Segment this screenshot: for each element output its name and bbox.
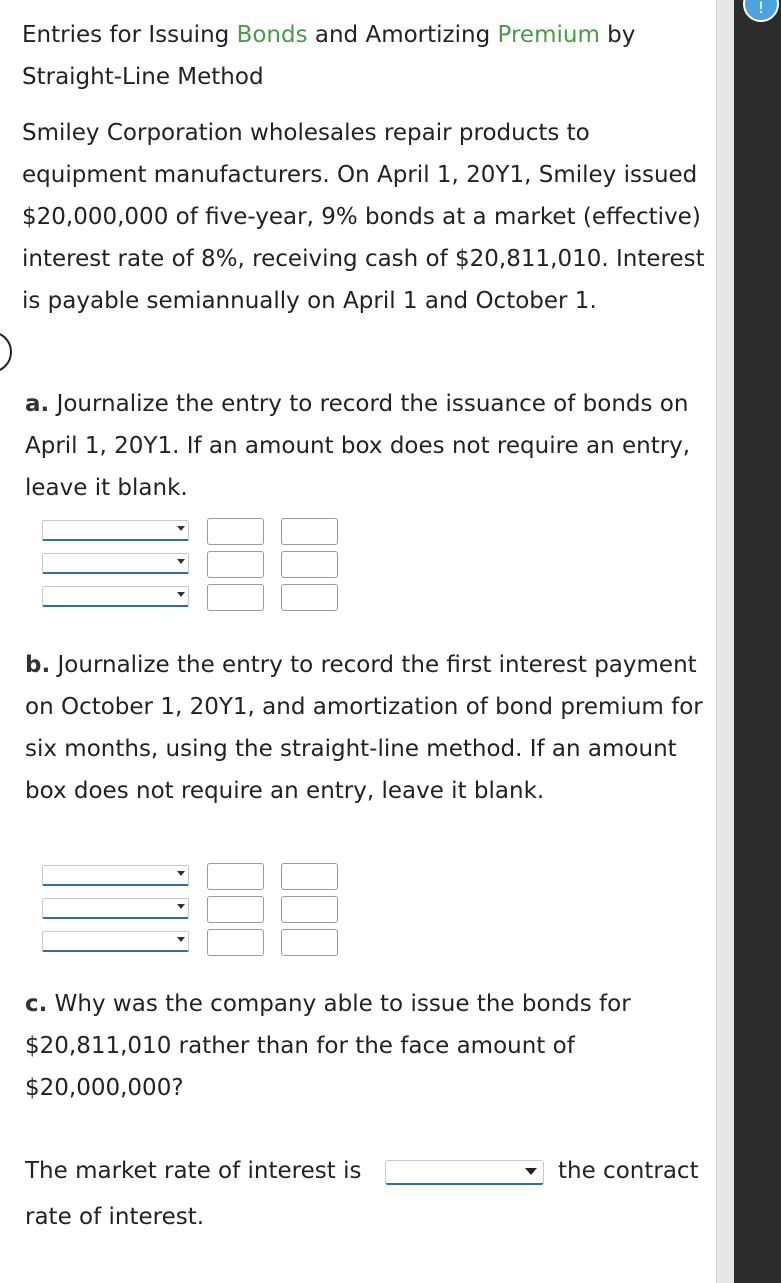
debit-amount-input[interactable] <box>207 863 264 890</box>
title-suffix: by Straight-Line Method <box>22 22 636 90</box>
rate-comparison-select[interactable] <box>385 1160 544 1185</box>
side-panel <box>734 0 781 1283</box>
dropdown-arrow-icon <box>177 871 185 876</box>
part-c-question <box>25 983 710 1109</box>
dropdown-arrow-icon <box>525 1168 537 1175</box>
credit-amount-input[interactable] <box>281 584 338 611</box>
part-b-label: b. <box>25 652 51 678</box>
part-b-text: Journalize the entry to record the first interest payment on October 1, 20Y1, and amortization of bond premium for six months, using the straight-line method. If an amount box does not require an entry, leave it blank. <box>25 652 703 804</box>
part-a-label: a. <box>25 391 50 417</box>
answer-text-before: The market rate of interest is <box>25 1158 362 1184</box>
debit-amount-input[interactable] <box>207 896 264 923</box>
part-c-text: Why was the company able to issue the bonds for $20,811,010 rather than for the face amount of $20,000,000? <box>25 991 631 1101</box>
term-premium-link[interactable]: Premium <box>497 22 600 48</box>
account-select[interactable] <box>42 931 189 952</box>
account-select[interactable] <box>42 520 189 541</box>
term-bonds-link[interactable]: Bonds <box>236 22 308 48</box>
debit-amount-input[interactable] <box>207 518 264 545</box>
dropdown-arrow-icon <box>177 526 185 531</box>
problem-statement: Smiley Corporation wholesales repair products to equipment manufacturers. On April 1, 20Y1, Smiley issued $20,000,000 of five-year, 9% bonds at a market (effective) interest rate of 8%, receiving cash of $20,811,010. Interest is payable semiannually on April 1 and October 1. <box>22 120 705 314</box>
account-select[interactable] <box>42 586 189 607</box>
problem-title <box>22 14 712 98</box>
part-a-instructions <box>25 383 710 509</box>
edge-circle-decoration <box>0 331 12 373</box>
credit-amount-input[interactable] <box>281 896 338 923</box>
dropdown-arrow-icon <box>177 937 185 942</box>
part-b-instructions <box>25 644 710 812</box>
dropdown-arrow-icon <box>177 592 185 597</box>
credit-amount-input[interactable] <box>281 551 338 578</box>
scroll-gutter[interactable] <box>716 0 735 1283</box>
part-a-text: Journalize the entry to record the issuance of bonds on April 1, 20Y1. If an amount box does not require an entry, leave it blank. <box>25 391 691 501</box>
account-select[interactable] <box>42 865 189 886</box>
title-prefix: Entries for Issuing <box>22 22 237 48</box>
account-select[interactable] <box>42 553 189 574</box>
debit-amount-input[interactable] <box>207 551 264 578</box>
answer-text-line2: rate of interest. <box>25 1204 205 1230</box>
credit-amount-input[interactable] <box>281 863 338 890</box>
dropdown-arrow-icon <box>177 559 185 564</box>
dropdown-arrow-icon <box>177 904 185 909</box>
title-middle: and Amortizing <box>307 22 498 48</box>
part-c-label: c. <box>25 991 48 1017</box>
credit-amount-input[interactable] <box>281 929 338 956</box>
info-icon[interactable]: ! <box>743 0 779 22</box>
account-select[interactable] <box>42 898 189 919</box>
credit-amount-input[interactable] <box>281 518 338 545</box>
debit-amount-input[interactable] <box>207 584 264 611</box>
debit-amount-input[interactable] <box>207 929 264 956</box>
answer-text-after: the contract <box>558 1158 699 1184</box>
